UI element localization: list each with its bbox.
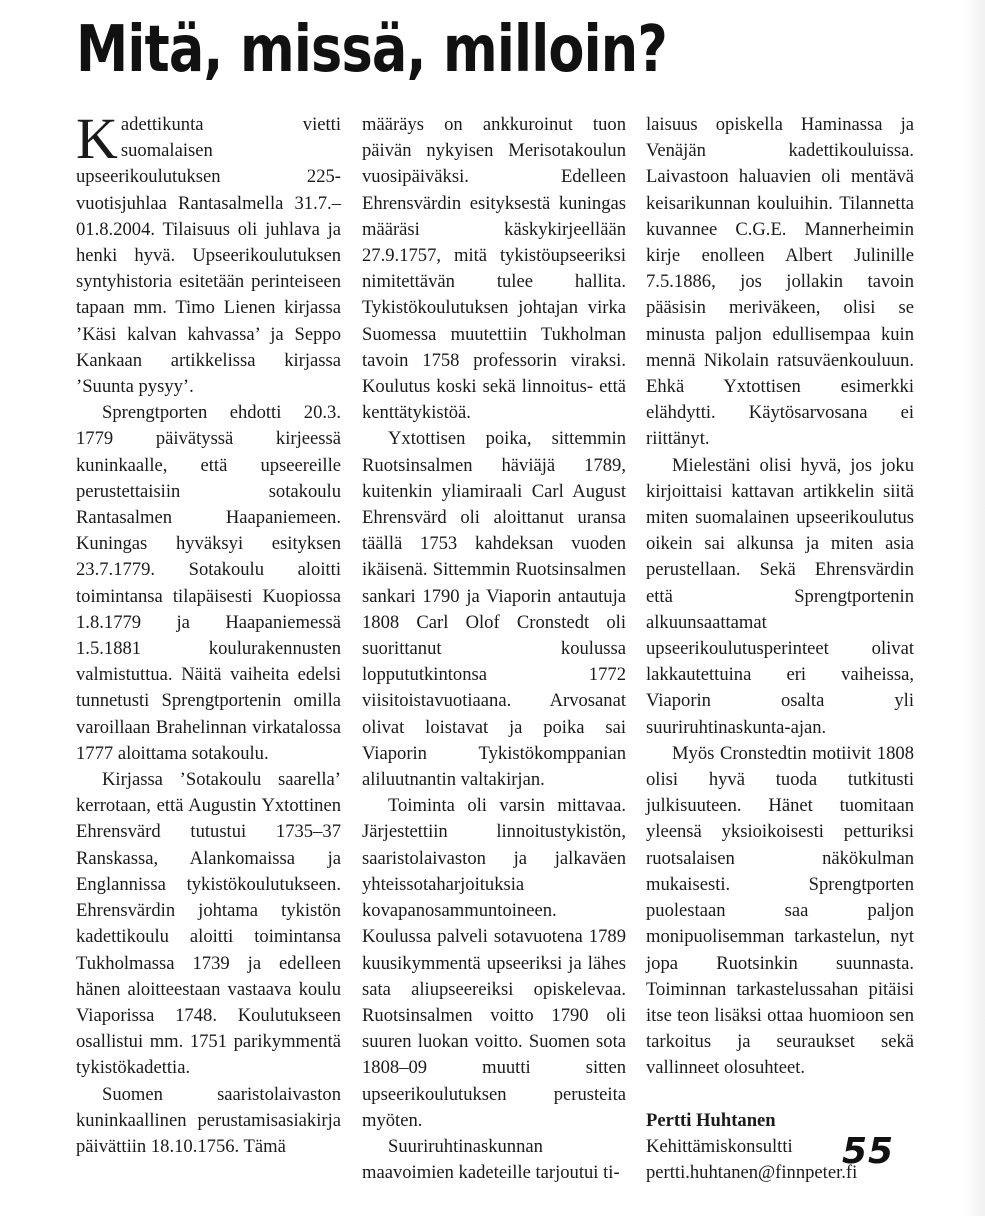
page-number: 55 (842, 1131, 895, 1172)
paragraph: Kirjassa ’Sotakoulu saarella’ kerrotaan, että Augustin Yxtottinen Ehrensvärd tutustui 1735–37 Ranskassa, Alankomaissa ja Englannissa tykistökoulutukseen. Ehrensvärdin johtama tykistön kadettikoulu aloitti toimintansa Tukholmassa 1739 ja edelleen hänen aloitteestaan vastaava koulu Viaporissa 1748. Koulutukseen osallistui mm. 1751 parikymmentä tykistökadettia. (76, 769, 341, 1079)
article-title: Mitä, missä, milloin? (76, 13, 667, 87)
text-column-1 (76, 106, 341, 1160)
page-edge-shade (963, 0, 985, 1216)
paragraph: Sprengtporten ehdotti 20.3. 1779 päivätyssä kirjeessä kuninkaalle, että upseereille perustettaisiin sotakoulu Rantasalmen Haapaniemeen. Kuningas hyväksyi esityksen 23.7.1779. Sotakoulu aloitti toimintansa tilapäisesti Kuopiossa 1.8.1779 ja Haapaniemessä 1.5.1881 koulurakennusten valmistuttua. Näitä vaiheita edelsi tunnetusti Sprengtportenin omilla varoillaan Brahelinnan virkatalossa 1777 aloittama sotakoulu. (76, 402, 341, 764)
paragraph-text: adettikunta vietti suomalaisen upseerikoulutuksen 225-vuotisjuhlaa Rantasalmella 31.7.–01.8.2004. Tilaisuus oli juhlava ja henki hyvä. Upseerikoulutuksen syntyhistoria esitetään perinteiseen tapaan mm. Timo Lienen kirjassa ’Käsi kalvan kahvassa’ ja Seppo Kankaan artikkelissa kirjassa ’Suunta pysyy’. (76, 114, 341, 398)
author-role: Kehittämiskonsultti (646, 1135, 793, 1157)
author-name: Pertti Huhtanen (646, 1109, 776, 1131)
paragraph: Suuriruhtinaskunnan maavoimien kadeteille tarjoutui ti- (362, 1135, 620, 1184)
paragraph (76, 106, 341, 400)
paragraph: Toiminta oli varsin mittavaa. Järjestettiin linnoitustykistön, saaristolaivaston ja jalkaväen yhteissotaharjoituksia kovapanosammuntoineen. Koulussa palveli sotavuotena 1789 kuusikymmentä upseeriksi ja lähes sata aliupseereiksi opiskelevaa. Ruotsinsalmen voitto 1790 oli suuren luokan voitto. Suomen sota 1808–09 muutti sitten upseerikoulutuksen perusteita myöten. (362, 795, 626, 1131)
drop-cap: K (76, 106, 118, 171)
paragraph: Suomen saaristolaivaston kuninkaallinen perustamisasiakirja päivättiin 18.10.1756. Tämä (76, 1083, 341, 1157)
text-column-3 (646, 112, 914, 1186)
paragraph: Myös Cronstedtin motiivit 1808 olisi hyvä tuoda tutkitusti julkisuuteen. Hänet tuomitaan yleensä yksioikoisesti petturiksi ruotsalaisen näkökulman mukaisesti. Sprengtporten puolestaan saa paljon monipuolisemman tarkastelun, nyt jopa Ruotsinkin suunnasta. Toiminnan tarkastelussahan pitäisi itse teon lisäksi ottaa huomioon sen tarkoitus ja seuraukset sekä vallinneet olosuhteet. (646, 742, 914, 1079)
paragraph: Yxtottisen poika, sittemmin Ruotsinsalmen häviäjä 1789, kuitenkin yliamiraali Carl August Ehrensvärd oli aloittanut uransa täällä 1753 kahdeksan vuoden ikäisenä. Sittemmin Ruotsinsalmen sankari 1790 ja Viaporin antautuja 1808 Carl Olof Cronstedt oli suorittanut koulussa loppututkintonsa 1772 viisitoistavuotiaana. Arvosanat olivat loistavat ja poika sai Viaporin Tykistökomppanian aliluutnantin valtakirjan. (362, 428, 626, 791)
paragraph: laisuus opiskella Haminassa ja Venäjän kadettikouluissa. Laivastoon haluavien oli mentävä keisarikunnan kouluihin. Tilannetta kuvannee C.G.E. Mannerheimin kirje enolleen Albert Julinille 7.5.1886, jos jollakin tavoin pääsisin meriväkeen, olisi se minusta paljon edullisempaa kuin mennä Nikolain ratsuväenkouluun. Ehkä Yxtottisen esimerkki elähdytti. Käytösarvosana ei riittänyt. (646, 114, 914, 450)
paragraph: määräys on ankkuroinut tuon päivän nykyisen Merisotakoulun vuosipäiväksi. Edelleen Ehrensvärdin esityksestä kuningas määräsi käskykirjeellään 27.9.1757, mitä tykistöupseeriksi nimitettävän tulee hallita. Tykistökoulutuksen johtajan virka Suomessa muutettiin Tukholman tavoin 1758 professorin viraksi. Koulutus koski sekä linnoitus- että kenttätykistöä. (362, 114, 626, 424)
text-column-2 (362, 112, 626, 1186)
paragraph: Mielestäni olisi hyvä, jos joku kirjoittaisi kattavan artikkelin siitä miten suomalainen upseerikoulutus oikein sai alkunsa ja miten asia perustellaan. Sekä Ehrensvärdin että Sprengtportenin alkuunsaattamat upseerikoulutusperinteet olivat lakkautettuina eri vaiheissa, Viaporin osalta yli suuriruhtinaskunta-ajan. (646, 454, 914, 738)
author-email: pertti.huhtanen@finnpeter.fi (646, 1161, 858, 1183)
